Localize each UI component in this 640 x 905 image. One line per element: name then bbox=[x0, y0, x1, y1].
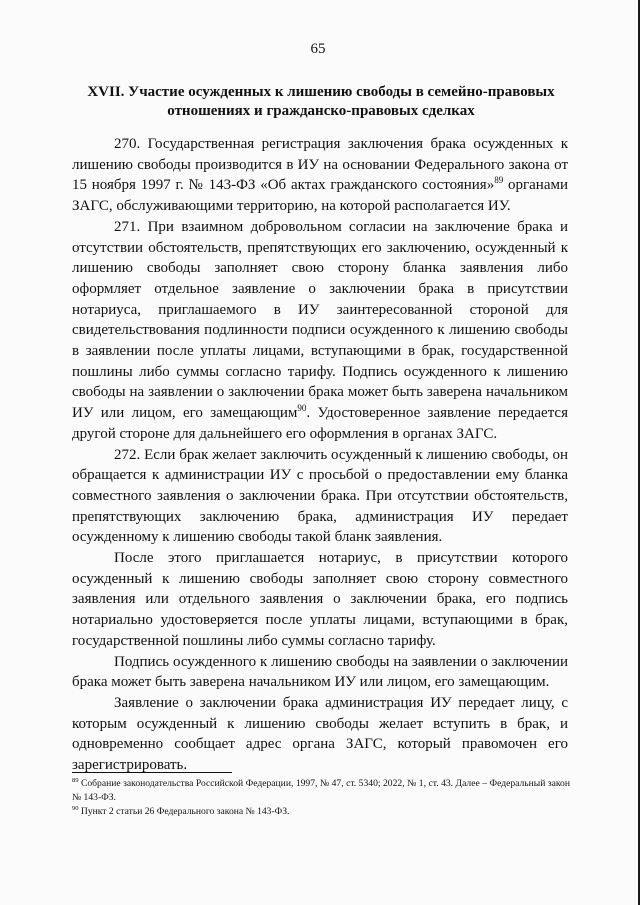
footnote-text: Пункт 2 статьи 26 Федерального закона № 143-ФЗ. bbox=[78, 806, 290, 817]
paragraph bbox=[72, 548, 568, 652]
paragraph-270 bbox=[72, 134, 568, 217]
footnote-divider bbox=[72, 772, 232, 773]
section-title: XVII. Участие осужденных к лишению свободы в семейно-правовых отношениях и гражданско-правовых сделках bbox=[87, 84, 555, 119]
paragraph bbox=[72, 693, 568, 776]
page-number: 65 bbox=[310, 41, 326, 57]
paragraph-text-tail: органами ЗАГС, обслуживающими территорию, на которой располагается ИУ. bbox=[72, 177, 569, 215]
footnote-ref: 90 bbox=[297, 403, 307, 414]
footnote-mark: 89 bbox=[72, 776, 79, 784]
footnote-text: Собрание законодательства Российской Федерации, 1997, № 47, ст. 5340; 2022, № 1, ст. 43. Далее – Федеральный закон № 143-ФЗ. bbox=[72, 778, 570, 803]
paragraph-text: 271. При взаимном добровольном согласии на заключение брака и отсутствии обстоятельств, препятствующих его заключению, осужденный к лишению свободы заполняет свою сторону бланка заявления либо оформляет отдельное заявление о заключении брака в присутствии нотариуса, приглашаемого в ИУ заинтересованной стороной для свидетельствования подлинности подписи осужденного к лишению свободы в заявлении после уплаты лицами, вступающими в брак, государственной пошлины либо суммы согласно тарифу. Подпись осужденного к лишению свободы на заявлении о заключении брака может быть заверена начальником ИУ или лицом, его замещающим bbox=[72, 218, 568, 422]
footnote-mark: 90 bbox=[72, 804, 79, 812]
paragraph bbox=[72, 652, 568, 693]
paragraph-text: Подпись осужденного к лишению свободы на заявлении о заключении брака может быть заверена начальником ИУ или лицом, его замещающим. bbox=[72, 653, 568, 691]
paragraph-text: 272. Если брак желает заключить осужденный к лишению свободы, он обращается к администрации ИУ с просьбой о предоставлении ему бланка совместного заявления о заключении брака. При отсутствии обстоятельств, препятствующих заключению брака, администрация ИУ передает осужденному к лишению свободы такой бланк заявления. bbox=[72, 446, 568, 546]
footnote-ref: 89 bbox=[494, 175, 504, 186]
paragraph-271 bbox=[72, 217, 568, 445]
footnote-90 bbox=[72, 805, 570, 819]
paragraph-text: 270. Государственная регистрация заключения брака осужденных к лишению свободы производится в ИУ на основании Федерального закона от 15 ноября 1997 г. № 143-ФЗ «Об актах гражданского состояния» bbox=[72, 136, 568, 194]
document-body bbox=[72, 134, 568, 776]
footnote-89 bbox=[72, 777, 570, 805]
footnotes bbox=[72, 777, 570, 819]
paragraph-272 bbox=[72, 445, 568, 549]
paragraph-text: Заявление о заключении брака администрация ИУ передает лицу, с которым осужденный к лишению свободы желает вступить в брак, и одновременно сообщает адрес органа ЗАГС, который правомочен его зарегистрировать. bbox=[72, 694, 568, 774]
paragraph-text: После этого приглашается нотариус, в присутствии которого осужденный к лишению свободы заполняет свою сторону совместного заявления или отдельного заявления о заключении брака, его подпись нотариально удостоверяется после уплаты лицами, вступающими в брак, государственной пошлины либо суммы согласно тарифу. bbox=[72, 550, 568, 649]
paragraph-text-tail: . Удостоверенное заявление передается другой стороне для дальнейшего его оформления в органах ЗАГС. bbox=[72, 405, 568, 442]
